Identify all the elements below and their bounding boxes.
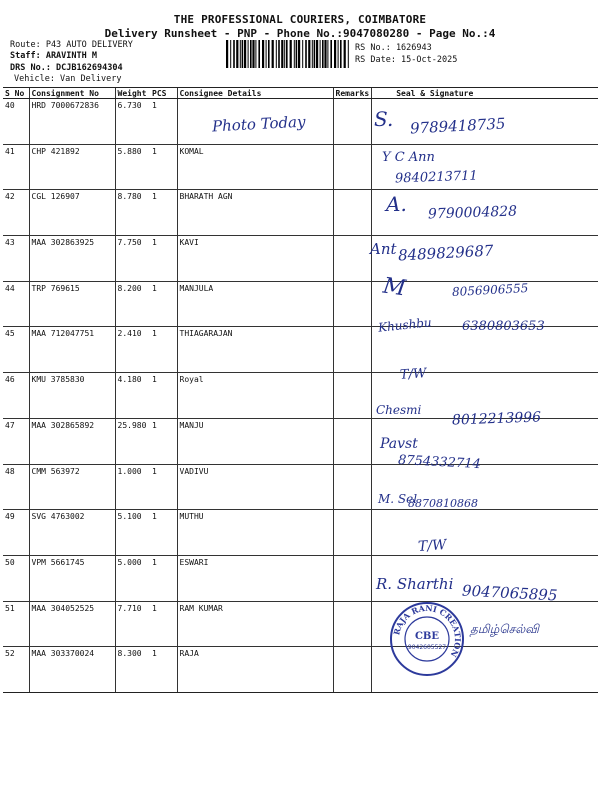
signature-row42: A. <box>386 192 407 216</box>
phone-row40: 9789418735 <box>409 114 506 138</box>
table-row <box>3 144 598 190</box>
consignee-cell: MANJU <box>177 418 333 464</box>
signature-cell <box>372 510 598 556</box>
barcode-bar <box>240 40 241 68</box>
consignment-cell: KMU 3785830 <box>29 373 115 419</box>
barcode-bar <box>320 40 321 68</box>
sno-cell: 42 <box>3 190 29 236</box>
pcs-cell: 1 <box>150 236 177 282</box>
consignee-cell: VADIVU <box>177 464 333 510</box>
barcode-bar <box>286 40 288 68</box>
weight-cell: 7.750 <box>115 236 150 282</box>
remarks-cell <box>333 555 372 601</box>
rs-date: RS Date: 15-Oct-2025 <box>355 55 458 65</box>
remarks-cell <box>333 373 372 419</box>
weight-cell: 8.200 <box>115 281 150 327</box>
phone-row44: 8056906555 <box>451 281 529 299</box>
barcode-bar <box>334 40 336 68</box>
sno-cell: 41 <box>3 144 29 190</box>
consignee-cell: THIAGARAJAN <box>177 327 333 373</box>
barcode-bar <box>278 40 280 68</box>
consignment-cell: MAA 712047751 <box>29 327 115 373</box>
barcode-bar <box>340 40 342 68</box>
barcode-bar <box>284 40 285 68</box>
consignment-cell: CHP 421892 <box>29 144 115 190</box>
barcode-bar <box>324 40 326 68</box>
barcode-bar <box>330 40 332 68</box>
barcode-bar <box>298 40 300 68</box>
barcode-bar <box>268 40 270 68</box>
barcode-bar <box>316 40 318 68</box>
remarks-cell <box>333 281 372 327</box>
signature-row51: R. Sharthi <box>376 575 454 593</box>
consignee-cell: RAM KUMAR <box>177 601 333 647</box>
pcs-cell: 1 <box>150 418 177 464</box>
barcode-bar <box>262 40 264 68</box>
barcode-bar <box>327 40 328 68</box>
col-signature: Seal & Signature <box>372 88 598 99</box>
weight-cell: 5.000 <box>115 555 150 601</box>
weight-cell: 7.710 <box>115 601 150 647</box>
consignment-cell: SVG 4763002 <box>29 510 115 556</box>
consignment-cell: MAA 303370024 <box>29 647 115 693</box>
sno-cell: 52 <box>3 647 29 693</box>
barcode-bar <box>302 40 303 68</box>
sno-cell: 47 <box>3 418 29 464</box>
phone-row49: 8870810868 <box>408 497 478 510</box>
weight-cell: 25.980 <box>115 418 150 464</box>
barcode-bar <box>344 40 346 68</box>
barcode-bar <box>308 40 310 68</box>
barcode-bar <box>281 40 283 68</box>
consignee-cell: Royal <box>177 373 333 419</box>
sno-cell: 43 <box>3 236 29 282</box>
weight-cell: 5.880 <box>115 144 150 190</box>
barcode-bar <box>266 40 267 68</box>
stamp-ring-text: RAJA RANI CREATION <box>391 602 464 659</box>
signature-row49: M. Sel <box>378 492 418 506</box>
signature-row47: Chesmi <box>376 403 422 417</box>
barcode-bar <box>312 40 313 68</box>
barcode-bar <box>250 40 252 68</box>
consignment-cell: MAA 302863925 <box>29 236 115 282</box>
barcode-bar <box>244 40 246 68</box>
signature-row43: Ant <box>370 240 397 258</box>
col-weight: Weight <box>115 88 150 99</box>
phone-row48: 8754332714 <box>397 452 482 473</box>
consignee-cell: MUTHU <box>177 510 333 556</box>
barcode-bar <box>236 40 238 68</box>
barcode-bar <box>348 40 349 68</box>
remark-handwriting-row40: Photo Today <box>211 112 306 136</box>
weight-cell: 8.300 <box>115 647 150 693</box>
stamp-phone: 9042605527 <box>407 644 447 651</box>
weight-cell: 1.000 <box>115 464 150 510</box>
weight-cell: 2.410 <box>115 327 150 373</box>
barcode-bar <box>314 40 316 68</box>
signature-row52: தமிழ்செல்வி <box>470 622 539 636</box>
consignment-cell: TRP 769615 <box>29 281 115 327</box>
drs-label: DRS No.: DCJB162694304 <box>10 63 123 73</box>
pcs-cell: 1 <box>150 601 177 647</box>
barcode-bar <box>233 40 235 68</box>
signature-row41: Y C Ann <box>382 150 435 165</box>
remarks-cell <box>333 510 372 556</box>
sno-cell: 46 <box>3 373 29 419</box>
pcs-cell: 1 <box>150 190 177 236</box>
barcode-bar <box>258 40 260 68</box>
consignee-cell: MANJULA <box>177 281 333 327</box>
rs-number: RS No.: 1626943 <box>355 43 432 53</box>
stamp-center-text: CBE <box>414 631 440 642</box>
signature-row45: Khushbu <box>377 315 433 335</box>
pcs-cell: 1 <box>150 510 177 556</box>
pcs-cell: 1 <box>150 647 177 693</box>
remarks-cell <box>333 418 372 464</box>
signature-row44: M <box>381 273 408 302</box>
pcs-cell: 1 <box>150 464 177 510</box>
sno-cell: 49 <box>3 510 29 556</box>
consignment-cell: CMM 563972 <box>29 464 115 510</box>
sno-cell: 40 <box>3 99 29 145</box>
remarks-cell <box>333 236 372 282</box>
consignee-cell: KAVI <box>177 236 333 282</box>
pcs-cell: 1 <box>150 144 177 190</box>
company-title: THE PROFESSIONAL COURIERS, COIMBATORE <box>173 13 427 26</box>
table-row <box>3 647 598 693</box>
remarks-cell <box>333 99 372 145</box>
phone-row51: 9047065895 <box>461 581 558 605</box>
col-sno: S No <box>3 88 29 99</box>
barcode-bar <box>322 40 324 68</box>
remarks-cell <box>333 144 372 190</box>
signature-row46: T/W <box>399 366 427 383</box>
pcs-cell: 1 <box>150 373 177 419</box>
staff-label: Staff: ARAVINTH M <box>10 51 97 61</box>
barcode-bar <box>296 40 298 68</box>
barcode-bar <box>294 40 295 68</box>
runsheet-table <box>3 87 598 693</box>
barcode-bar <box>276 40 277 68</box>
remarks-cell <box>333 647 372 693</box>
phone-row41: 9840213711 <box>394 168 478 187</box>
phone-row45: 6380803653 <box>462 319 545 334</box>
barcode-bar <box>252 40 254 68</box>
barcode-bar <box>255 40 256 68</box>
barcode-bar <box>248 40 249 68</box>
barcode-bar <box>230 40 231 68</box>
sno-cell: 50 <box>3 555 29 601</box>
consignee-cell: RAJA <box>177 647 333 693</box>
signature-row40: S. <box>374 107 394 131</box>
remarks-cell <box>333 464 372 510</box>
remarks-cell <box>333 601 372 647</box>
sno-cell: 51 <box>3 601 29 647</box>
rubber-stamp <box>388 600 466 678</box>
barcode-bar <box>272 40 274 68</box>
signature-row48: Pavst <box>380 436 418 452</box>
table-row <box>3 236 598 282</box>
sno-cell: 48 <box>3 464 29 510</box>
weight-cell: 4.180 <box>115 373 150 419</box>
pcs-cell: 1 <box>150 99 177 145</box>
sno-cell: 44 <box>3 281 29 327</box>
table-row <box>3 464 598 510</box>
consignment-cell: VPM 5661745 <box>29 555 115 601</box>
pcs-cell: 1 <box>150 327 177 373</box>
col-remarks: Remarks <box>333 88 372 99</box>
remarks-cell <box>333 190 372 236</box>
table-row <box>3 510 598 556</box>
consignment-cell: HRD 7000672836 <box>29 99 115 145</box>
barcode-bar <box>290 40 292 68</box>
pcs-cell: 1 <box>150 281 177 327</box>
consignment-cell: MAA 304052525 <box>29 601 115 647</box>
col-consignee: Consignee Details <box>177 88 333 99</box>
consignment-cell: MAA 302865892 <box>29 418 115 464</box>
weight-cell: 6.730 <box>115 99 150 145</box>
consignee-cell: BHARATH AGN <box>177 190 333 236</box>
barcode <box>226 40 350 68</box>
route-label: Route: P43 AUTO DELIVERY <box>10 40 133 50</box>
barcode-bar <box>226 40 228 68</box>
pcs-cell: 1 <box>150 555 177 601</box>
consignee-cell: KOMAL <box>177 144 333 190</box>
table-header-row <box>3 88 598 99</box>
sno-cell: 45 <box>3 327 29 373</box>
phone-row42: 9790004828 <box>427 203 518 223</box>
runsheet-subtitle: Delivery Runsheet - PNP - Phone No.:9047080280 - Page No.:4 <box>104 27 496 40</box>
vehicle-label: Vehicle: Van Delivery <box>14 74 122 84</box>
phone-row43: 8489829687 <box>397 241 494 265</box>
weight-cell: 8.780 <box>115 190 150 236</box>
col-pcs: PCS <box>150 88 177 99</box>
phone-row47: 8012213996 <box>451 409 542 429</box>
remarks-cell <box>333 327 372 373</box>
weight-cell: 5.100 <box>115 510 150 556</box>
consignment-cell: CGL 126907 <box>29 190 115 236</box>
barcode-bar <box>305 40 307 68</box>
signature-row50: T/W <box>417 537 447 555</box>
col-consignment: Consignment No <box>29 88 115 99</box>
barcode-bar <box>338 40 339 68</box>
barcode-bar <box>242 40 244 68</box>
consignee-cell: ESWARI <box>177 555 333 601</box>
